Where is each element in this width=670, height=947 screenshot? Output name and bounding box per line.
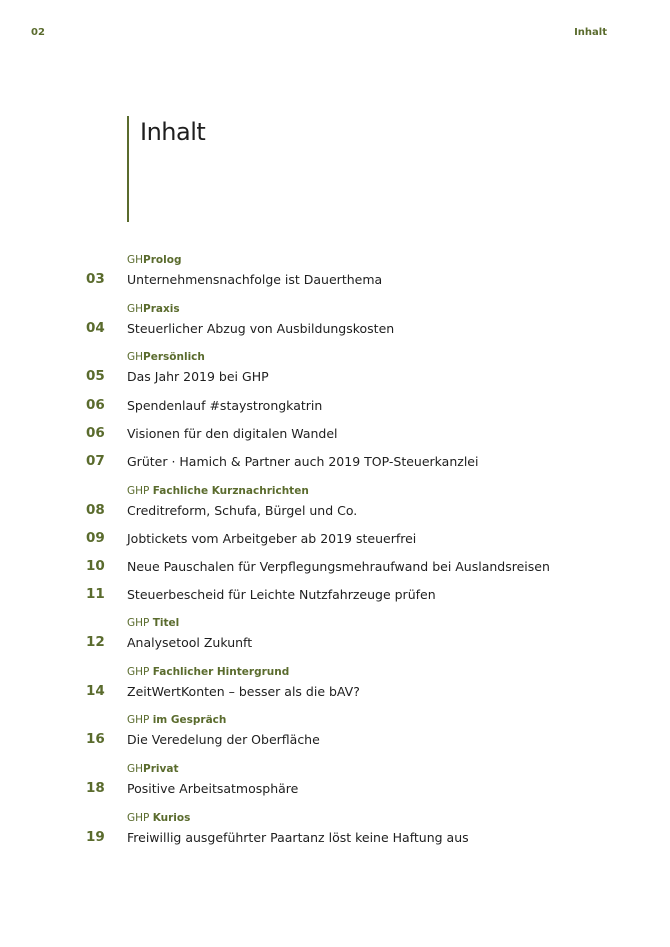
- toc-entry-title[interactable]: Steuerbescheid für Leichte Nutzfahrzeuge prüfen: [127, 587, 436, 602]
- toc-entry-title[interactable]: Analysetool Zukunft: [127, 635, 253, 650]
- toc-category: [127, 763, 178, 775]
- toc-category-prefix: GHP: [127, 617, 153, 629]
- toc-category-prefix: GH: [127, 254, 144, 266]
- toc-category-name: Fachlicher Hintergrund: [152, 666, 290, 678]
- toc-category-name: Prolog: [143, 254, 182, 266]
- toc-category-prefix: GHP: [127, 666, 153, 678]
- toc-page-number[interactable]: 06: [86, 397, 105, 413]
- toc-page-number[interactable]: 18: [86, 780, 105, 796]
- page-title: Inhalt: [140, 118, 206, 146]
- toc-page-number[interactable]: 12: [86, 634, 105, 650]
- toc-category: [127, 666, 289, 678]
- toc-entry-title[interactable]: Steuerlicher Abzug von Ausbildungskosten: [127, 321, 395, 336]
- toc-category: [127, 351, 205, 363]
- toc-entry-title[interactable]: Visionen für den digitalen Wandel: [127, 426, 338, 441]
- toc-entry-title[interactable]: ZeitWertKonten – besser als die bAV?: [127, 684, 360, 699]
- toc-category-name: Privat: [143, 763, 179, 775]
- toc-entry-title[interactable]: Die Veredelung der Oberfläche: [127, 732, 320, 747]
- toc-entry-title[interactable]: Das Jahr 2019 bei GHP: [127, 369, 269, 384]
- toc-page-number[interactable]: 05: [86, 368, 105, 384]
- toc-category: [127, 812, 190, 824]
- toc-category-prefix: GH: [127, 763, 144, 775]
- toc-category-name: im Gespräch: [152, 714, 227, 726]
- toc-page-number[interactable]: 08: [86, 502, 105, 518]
- toc-category-prefix: GHP: [127, 485, 153, 497]
- toc-entry-title[interactable]: Unternehmensnachfolge ist Dauerthema: [127, 272, 383, 287]
- toc-category-prefix: GH: [127, 303, 144, 315]
- toc-category: [127, 485, 309, 497]
- toc-entry-title[interactable]: Neue Pauschalen für Verpflegungsmehraufwand bei Auslandsreisen: [127, 559, 550, 574]
- toc-category-name: Kurios: [152, 812, 191, 824]
- page-number: 02: [31, 27, 45, 38]
- toc-category: [127, 303, 180, 315]
- toc-page-number[interactable]: 09: [86, 530, 105, 546]
- toc-entry-title[interactable]: Grüter · Hamich & Partner auch 2019 TOP-Steuerkanzlei: [127, 454, 479, 469]
- title-accent-bar: [127, 116, 129, 222]
- toc-category-name: Fachliche Kurznachrichten: [152, 485, 309, 497]
- toc-category: [127, 617, 179, 629]
- running-header-section: Inhalt: [574, 27, 607, 38]
- toc-category-name: Praxis: [143, 303, 180, 315]
- toc-page-number[interactable]: 04: [86, 320, 105, 336]
- toc-category-name: Persönlich: [143, 351, 205, 363]
- toc-entry-title[interactable]: Jobtickets vom Arbeitgeber ab 2019 steuerfrei: [127, 531, 417, 546]
- toc-category: [127, 714, 226, 726]
- toc-page-number[interactable]: 16: [86, 731, 105, 747]
- toc-category-prefix: GHP: [127, 714, 153, 726]
- toc-category-name: Titel: [152, 617, 180, 629]
- toc-page-number[interactable]: 03: [86, 271, 105, 287]
- toc-page-number[interactable]: 07: [86, 453, 105, 469]
- toc-entry-title[interactable]: Creditreform, Schufa, Bürgel und Co.: [127, 503, 358, 518]
- toc-category-prefix: GHP: [127, 812, 153, 824]
- toc-category: [127, 254, 181, 266]
- toc-page-number[interactable]: 14: [86, 683, 105, 699]
- toc-page-number[interactable]: 10: [86, 558, 105, 574]
- toc-entry-title[interactable]: Spendenlauf #staystrongkatrin: [127, 398, 323, 413]
- toc-page-number[interactable]: 06: [86, 425, 105, 441]
- toc-entry-title[interactable]: Positive Arbeitsatmosphäre: [127, 781, 299, 796]
- toc-category-prefix: GH: [127, 351, 144, 363]
- toc-page-number[interactable]: 19: [86, 829, 105, 845]
- toc-entry-title[interactable]: Freiwillig ausgeführter Paartanz löst keine Haftung aus: [127, 830, 469, 845]
- toc-page-number[interactable]: 11: [86, 586, 105, 602]
